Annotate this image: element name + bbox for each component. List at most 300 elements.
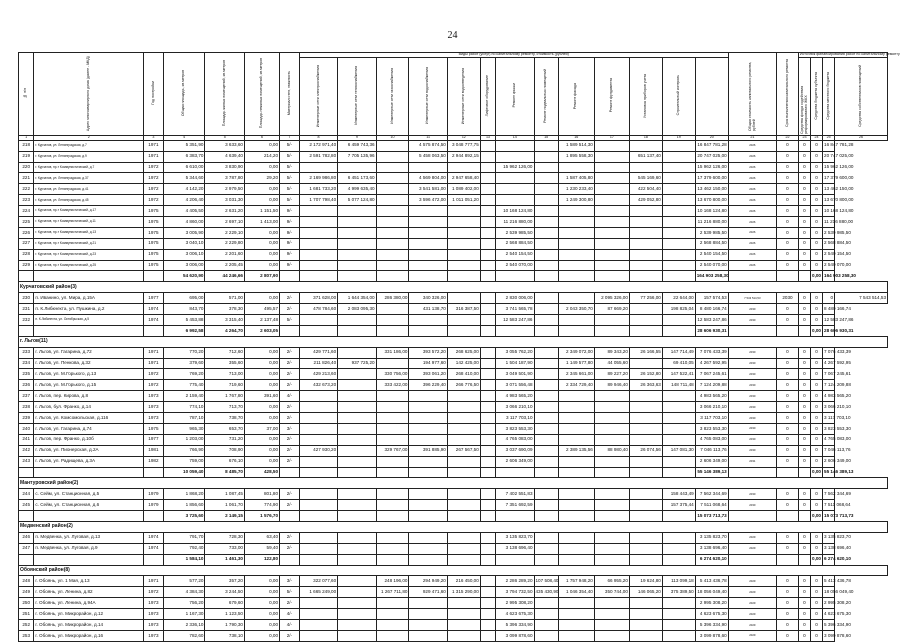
value-cell: 495,57 (244, 304, 279, 315)
value-cell: 2026 (728, 260, 776, 271)
value-cell: 379,60 (163, 358, 205, 369)
table-row (19, 195, 888, 206)
value-cell (662, 151, 695, 162)
address-cell (34, 554, 144, 565)
header-group-works: Виды работ (услуг) по капитальному ремонту, стоимость (рублей) (299, 53, 728, 58)
value-cell: 2030 (728, 369, 776, 380)
value-cell: 113 099,18 (662, 576, 695, 587)
value-cell: 1 267 711,80 (376, 587, 409, 598)
value-cell: 756,20 (163, 598, 205, 609)
value-cell (338, 227, 376, 238)
value-cell: 2 995 308,20 (496, 598, 534, 609)
value-cell (338, 434, 376, 445)
value-cell (376, 173, 409, 184)
value-cell (558, 391, 594, 402)
value-cell: 3 006,10 (163, 249, 205, 260)
value-cell (480, 456, 495, 467)
value-cell: 1975 (144, 260, 164, 271)
value-cell (480, 271, 495, 282)
value-cell: 0 (776, 380, 798, 391)
value-cell: 0 (798, 140, 810, 151)
value-cell (338, 423, 376, 434)
value-cell: 1972 (144, 162, 164, 173)
value-cell (338, 369, 376, 380)
value-cell (480, 195, 495, 206)
value-cell (534, 217, 558, 228)
value-cell (338, 587, 376, 598)
value-cell: 0 (776, 206, 798, 217)
value-cell (338, 456, 376, 467)
value-cell (534, 511, 558, 522)
value-cell: 695,00 (163, 293, 205, 304)
value-cell: 6 992,58 (163, 325, 205, 336)
value-cell (594, 500, 629, 511)
table-row (19, 304, 888, 315)
value-cell (409, 413, 447, 424)
value-cell: 28 606 930,31 (695, 325, 728, 336)
address-cell: с. Сейм, ул. Станционная, д.6 (34, 500, 144, 511)
address-cell: г. Курчатов, пр-т Коммунистический, д.11 (34, 217, 144, 228)
value-cell: 3 099 878,60 (695, 630, 728, 641)
value-cell (376, 195, 409, 206)
header-nonliving-area: Площадь нежилых помещений, кв.метров (244, 53, 279, 136)
value-cell (480, 598, 495, 609)
value-cell: 1971 (144, 347, 164, 358)
value-cell: 1974 (144, 543, 164, 554)
value-cell: 0 (798, 543, 810, 554)
value-cell (594, 140, 629, 151)
value-cell: 2 229,10 (205, 227, 244, 238)
column-number: 10 (376, 136, 409, 141)
value-cell: 1975 (144, 206, 164, 217)
value-cell (662, 532, 695, 543)
value-cell (480, 249, 495, 260)
value-cell (534, 293, 558, 304)
value-cell: 1 046 354,40 (558, 587, 594, 598)
value-cell: 371 628,00 (299, 293, 337, 304)
value-cell: 1 149 577,80 (558, 358, 594, 369)
value-cell: 7 562 344,69 (823, 489, 835, 500)
value-cell (376, 184, 409, 195)
value-cell: 3 040,10 (163, 238, 205, 249)
value-cell (447, 238, 480, 249)
value-cell (558, 423, 594, 434)
value-cell: 0 (810, 576, 822, 587)
value-cell (376, 391, 409, 402)
value-cell (447, 391, 480, 402)
column-number: 21 (728, 136, 776, 141)
value-cell: 3 135 823,70 (823, 532, 835, 543)
value-cell: 7 543 514,53 (728, 293, 776, 304)
value-cell: 375 389,50 (662, 587, 695, 598)
value-cell: 2029 (728, 532, 776, 543)
value-cell: 147 714,49 (662, 347, 695, 358)
value-cell (662, 619, 695, 630)
value-cell: 378,30 (205, 304, 244, 315)
value-cell (447, 456, 480, 467)
value-cell (144, 467, 164, 478)
value-cell (409, 271, 447, 282)
value-cell: 2 539 985,50 (496, 227, 534, 238)
value-cell (662, 325, 695, 336)
value-cell (534, 456, 558, 467)
value-cell: 0 (798, 598, 810, 609)
value-cell: 2 205,45 (205, 260, 244, 271)
row-number-cell: 240 (19, 423, 34, 434)
value-cell: 7 124 209,88 (695, 380, 728, 391)
district-name: г. Льгов(11) (19, 336, 888, 347)
value-cell: 0,00 (244, 402, 279, 413)
value-cell: 0 (798, 293, 810, 304)
value-cell: 2 336,10 (163, 619, 205, 630)
value-cell: 0 (823, 293, 835, 304)
value-cell: 2/- (280, 304, 300, 315)
value-cell: 10 168 124,80 (695, 206, 728, 217)
row-number-cell: 239 (19, 413, 34, 424)
address-cell: г. Льгов, ул. Гагарина, д.74 (34, 423, 144, 434)
value-cell: 2/- (280, 500, 300, 511)
value-cell: 0 (798, 413, 810, 424)
header-work-water: Инженерные сети водоснабжения (409, 57, 447, 136)
value-cell (558, 619, 594, 630)
value-cell: 0,00 (810, 511, 822, 522)
table-header (19, 52, 900, 141)
row-number-cell (19, 467, 34, 478)
value-cell: 0 (810, 456, 822, 467)
column-number: 22 (776, 136, 798, 141)
row-number-cell: 228 (19, 249, 34, 260)
value-cell: 0 (810, 369, 822, 380)
value-cell (662, 271, 695, 282)
value-cell: 1973 (144, 598, 164, 609)
value-cell (662, 227, 695, 238)
value-cell: 198 825,04 (662, 304, 695, 315)
value-cell: 0 (776, 587, 798, 598)
value-cell: 1 123,50 (205, 609, 244, 620)
column-number: 2 (34, 136, 144, 141)
value-cell: 5/- (280, 151, 300, 162)
header-fin-local: Средства местного бюджета (823, 57, 835, 136)
table-row (19, 576, 888, 587)
value-cell (409, 467, 447, 478)
value-cell (534, 423, 558, 434)
value-cell: 2030 (728, 434, 776, 445)
value-cell: 577,20 (163, 576, 205, 587)
value-cell: 3 830,90 (205, 162, 244, 173)
value-cell: 4 623 675,30 (496, 609, 534, 620)
value-cell (728, 554, 776, 565)
value-cell (558, 227, 594, 238)
value-cell: 157 574,53 (695, 293, 728, 304)
value-cell: 2/- (280, 413, 300, 424)
value-cell: 2 389 135,56 (558, 445, 594, 456)
value-cell (480, 347, 495, 358)
value-cell: 2 995 308,20 (823, 598, 835, 609)
value-cell (558, 532, 594, 543)
value-cell (662, 434, 695, 445)
value-cell: 4 575 874,50 (409, 140, 447, 151)
table-row (19, 140, 888, 151)
value-cell: 0 (810, 347, 822, 358)
value-cell (280, 325, 300, 336)
row-number-cell: 224 (19, 206, 34, 217)
value-cell (629, 249, 662, 260)
value-cell: 2030 (728, 423, 776, 434)
value-cell: 3 596 472,00 (409, 195, 447, 206)
row-number-cell: 223 (19, 195, 34, 206)
value-cell: 147 081,30 (662, 445, 695, 456)
table-row (19, 369, 888, 380)
value-cell (496, 511, 534, 522)
value-cell: 0 (798, 609, 810, 620)
value-cell: 0 (776, 195, 798, 206)
value-cell: 5/- (280, 195, 300, 206)
value-cell: 2 606 349,00 (496, 456, 534, 467)
value-cell: 15 962 126,00 (823, 162, 835, 173)
value-cell (447, 227, 480, 238)
value-cell: 0,00 (244, 619, 279, 630)
value-cell (776, 325, 798, 336)
address-cell: г. Льгов, пер. Франко, д.10б (34, 434, 144, 445)
value-cell: 719,60 (205, 380, 244, 391)
value-cell (409, 609, 447, 620)
column-number: 8 (299, 136, 337, 141)
row-number-cell: 229 (19, 260, 34, 271)
district-header-row (19, 282, 888, 293)
value-cell: 87 669,20 (594, 304, 629, 315)
value-cell: 2 149,15 (205, 511, 244, 522)
value-cell (480, 151, 495, 162)
value-cell: 2 345 661,00 (558, 369, 594, 380)
value-cell (629, 413, 662, 424)
value-cell: 2029 (728, 609, 776, 620)
value-cell: 0,00 (244, 413, 279, 424)
value-cell (480, 413, 495, 424)
value-cell (558, 609, 594, 620)
value-cell (662, 598, 695, 609)
value-cell (496, 195, 534, 206)
value-cell: 2030 (728, 304, 776, 315)
value-cell (480, 380, 495, 391)
column-number: 1 (19, 136, 34, 141)
value-cell: 350 744,00 (594, 587, 629, 598)
value-cell (299, 315, 337, 326)
value-cell: 1972 (144, 369, 164, 380)
value-cell: 2/- (280, 434, 300, 445)
value-cell (376, 238, 409, 249)
value-cell: 0 (776, 434, 798, 445)
value-cell: 2026 (728, 162, 776, 173)
value-cell (594, 532, 629, 543)
value-cell: 0 (810, 162, 822, 173)
value-cell (299, 249, 337, 260)
value-cell: 0 (798, 619, 810, 630)
value-cell: 478 784,60 (299, 304, 337, 315)
address-cell: г. Льгов, ул. Радищева, д.3А (34, 456, 144, 467)
value-cell: 4/- (280, 391, 300, 402)
value-cell (594, 619, 629, 630)
value-cell: 0,00 (244, 576, 279, 587)
value-cell: 2/- (280, 543, 300, 554)
value-cell: 6 459 743,36 (338, 140, 376, 151)
value-cell: 843,70 (163, 304, 205, 315)
value-cell (299, 619, 337, 630)
value-cell: 0 (810, 423, 822, 434)
value-cell (534, 260, 558, 271)
value-cell (558, 598, 594, 609)
value-cell (376, 249, 409, 260)
table-row (19, 587, 888, 598)
value-cell: 107 508,40 (534, 576, 558, 587)
value-cell: 3 794 732,50 (496, 587, 534, 598)
value-cell (480, 315, 495, 326)
value-cell: 3/- (280, 576, 300, 587)
value-cell: 2026 (728, 184, 776, 195)
value-cell: 0,00 (244, 227, 279, 238)
value-cell (299, 325, 337, 336)
value-cell: 0 (776, 543, 798, 554)
value-cell: 766,90 (163, 445, 205, 456)
value-cell (338, 576, 376, 587)
row-number-cell: 237 (19, 391, 34, 402)
value-cell: 4 206,40 (163, 195, 205, 206)
value-cell: 13 462 150,00 (695, 184, 728, 195)
value-cell (376, 434, 409, 445)
value-cell (534, 151, 558, 162)
value-cell: 0 (776, 609, 798, 620)
value-cell: 1975 (144, 227, 164, 238)
value-cell (558, 217, 594, 228)
value-cell: 2029 (728, 619, 776, 630)
value-cell: 146 065,20 (629, 587, 662, 598)
value-cell (299, 456, 337, 467)
value-cell (558, 162, 594, 173)
value-cell: 89 343,20 (594, 347, 629, 358)
value-cell: 0 (776, 227, 798, 238)
subtotal-row (19, 325, 888, 336)
value-cell (338, 609, 376, 620)
value-cell (776, 554, 798, 565)
value-cell: 0,00 (244, 238, 279, 249)
value-cell (594, 511, 629, 522)
value-cell: 738,10 (205, 630, 244, 641)
value-cell (447, 434, 480, 445)
value-cell: 1975 (144, 217, 164, 228)
header-work-basement: Ремонт подвальных помещений (534, 57, 558, 136)
value-cell: 0 (776, 402, 798, 413)
value-cell: 1971 (144, 140, 164, 151)
value-cell: 7 543 514,53 (835, 293, 888, 304)
value-cell: 1 413,00 (244, 217, 279, 228)
value-cell: 164 903 258,30 (823, 271, 835, 282)
value-cell: 0 (810, 173, 822, 184)
value-cell: 2030 (728, 380, 776, 391)
value-cell (798, 467, 810, 478)
value-cell: 9/- (280, 260, 300, 271)
value-cell: 2 137,48 (244, 315, 279, 326)
value-cell (534, 325, 558, 336)
value-cell: 0 (798, 630, 810, 641)
value-cell: 11 216 880,00 (695, 217, 728, 228)
value-cell (534, 271, 558, 282)
value-cell (280, 467, 300, 478)
table-row (19, 162, 888, 173)
value-cell: 0 (810, 140, 822, 151)
value-cell (558, 456, 594, 467)
value-cell (480, 402, 495, 413)
value-cell: 330 756,00 (376, 369, 409, 380)
value-cell: 1974 (144, 315, 164, 326)
value-cell (480, 293, 495, 304)
value-cell (447, 249, 480, 260)
value-cell (480, 500, 495, 511)
value-cell: 15 073 713,73 (823, 511, 835, 522)
value-cell: 3 037 690,09 (496, 445, 534, 456)
value-cell: 8 485,70 (205, 467, 244, 478)
value-cell (594, 249, 629, 260)
value-cell: 2030 (728, 489, 776, 500)
address-cell: г. Льгов, пер. Кирова, д.8 (34, 391, 144, 402)
address-cell: п. Медвенка, ул. Луговая, д.13 (34, 532, 144, 543)
column-number: 16 (558, 136, 594, 141)
table-row (19, 619, 888, 630)
value-cell (496, 184, 534, 195)
address-cell (34, 271, 144, 282)
value-cell: 929 471,60 (409, 587, 447, 598)
value-cell: 0 (776, 500, 798, 511)
value-cell: 2030 (728, 445, 776, 456)
header-num: № п/п (19, 53, 34, 136)
value-cell (558, 238, 594, 249)
header-total-area: Общая площадь, кв.метров (163, 53, 205, 136)
value-cell: 0,00 (244, 609, 279, 620)
value-cell (338, 271, 376, 282)
value-cell: 0 (810, 184, 822, 195)
value-cell: 0 (776, 162, 798, 173)
value-cell: 3 055 762,20 (496, 347, 534, 358)
table-row (19, 598, 888, 609)
value-cell: 429 771,60 (299, 347, 337, 358)
value-cell (558, 206, 594, 217)
value-cell: 1 061,70 (205, 500, 244, 511)
value-cell: 0 (810, 358, 822, 369)
value-cell (558, 489, 594, 500)
value-cell: 5 351,90 (163, 140, 205, 151)
value-cell: 769,20 (163, 369, 205, 380)
value-cell (338, 500, 376, 511)
value-cell (299, 402, 337, 413)
value-cell: 22 644,00 (662, 293, 695, 304)
value-cell (409, 489, 447, 500)
value-cell: 8 480 166,74 (823, 304, 835, 315)
value-cell: 20 747 025,00 (823, 151, 835, 162)
value-cell (299, 162, 337, 173)
value-cell: 3 048 777,75 (447, 140, 480, 151)
value-cell: 2/- (280, 532, 300, 543)
value-cell (480, 140, 495, 151)
value-cell (409, 217, 447, 228)
value-cell: 2026 (728, 151, 776, 162)
row-number-cell: 253 (19, 630, 34, 641)
value-cell (376, 162, 409, 173)
value-cell (480, 369, 495, 380)
value-cell: 15 073 713,73 (695, 511, 728, 522)
value-cell: 0 (798, 391, 810, 402)
row-number-cell: 249 (19, 587, 34, 598)
value-cell (534, 434, 558, 445)
value-cell (594, 434, 629, 445)
value-cell: 3 066 210,10 (496, 402, 534, 413)
